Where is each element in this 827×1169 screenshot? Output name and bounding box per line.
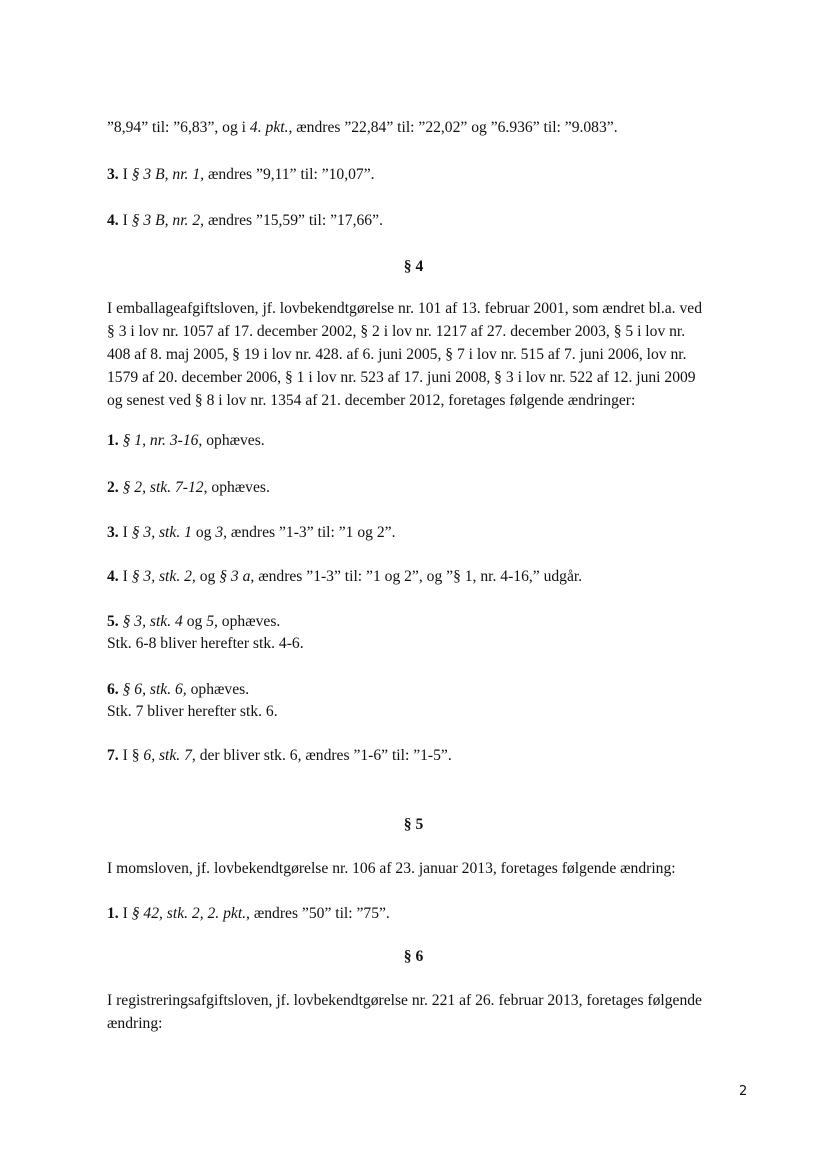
item-number: 2. (107, 479, 119, 496)
item-number: 1. (107, 905, 119, 922)
text: ændres ”50” til: ”75”. (249, 905, 390, 922)
section-4-item-3 (107, 522, 747, 544)
text: I (118, 905, 132, 922)
italic-ref: 3, (215, 524, 228, 541)
item-number: 1. (107, 432, 119, 449)
text: I § (118, 747, 144, 764)
text: ophæves. (186, 681, 250, 698)
section-4-intro-line-2: § 3 i lov nr. 1057 af 17. december 2002, § 2 i lov nr. 1217 af 27. december 2003, § 5 i lov nr. (107, 323, 686, 340)
text: I (118, 212, 132, 229)
item-number: 3. (107, 524, 119, 541)
text: ”8,94” til: ”6,83”, og i (107, 119, 250, 136)
section-4-item-6 (107, 679, 747, 701)
italic-ref: § 3 B, nr. 1, (131, 166, 205, 183)
text: og (195, 568, 220, 585)
italic-ref: § 6, stk. 6, (118, 681, 187, 698)
italic-ref: § 3 B, nr. 2, (131, 212, 205, 229)
section-heading-6: § 6 (403, 948, 424, 965)
text: , ophæves. (198, 432, 265, 449)
italic-ref: § 42, stk. 2, 2. pkt., (131, 905, 250, 922)
amendment-item-3 (107, 164, 747, 186)
section-4-intro-line-1: I emballageafgiftsloven, jf. lovbekendtgørelse nr. 101 af 13. februar 2001, som ændret bl.a. ved (107, 300, 702, 317)
italic-ref: § 3, stk. 4 (118, 613, 183, 630)
item-number: 4. (107, 212, 119, 229)
section-heading-4: § 4 (403, 258, 424, 275)
text: ændres ”1-3” til: ”1 og 2”. (227, 524, 396, 541)
item-number: 4. (107, 568, 119, 585)
section-4-intro-line-4: 1579 af 20. december 2006, § 1 i lov nr. 523 af 17. juni 2008, § 3 i lov nr. 522 af 12. juni 2009 (107, 369, 696, 386)
section-4-item-1 (107, 430, 747, 452)
italic-ref: 5, (206, 613, 218, 630)
section-5-item-1 (107, 903, 747, 925)
text: ophæves. (217, 613, 281, 630)
text: ændres ”9,11” til: ”10,07”. (204, 166, 375, 183)
section-4-item-5-note: Stk. 6-8 bliver herefter stk. 4-6. (107, 635, 304, 652)
italic-ref: § 3, stk. 2, (131, 568, 196, 585)
italic-ref: § 3 a, (219, 568, 255, 585)
section-4-item-6-note: Stk. 7 bliver herefter stk. 6. (107, 703, 278, 720)
section-4-intro-line-3: 408 af 8. maj 2005, § 19 i lov nr. 428. af 6. juni 2005, § 7 i lov nr. 515 af 7. juni 2006, lov nr. (107, 346, 687, 363)
section-4-item-2 (107, 477, 747, 499)
item-number: 6. (107, 681, 119, 698)
text: og (182, 613, 207, 630)
section-4-item-4 (107, 566, 747, 588)
text: og (191, 524, 216, 541)
section-5-intro: I momsloven, jf. lovbekendtgørelse nr. 106 af 23. januar 2013, foretages følgende ændring: (107, 860, 676, 877)
item-number: 3. (107, 166, 119, 183)
text: , ophæves. (203, 479, 270, 496)
italic-ref: § 3, stk. 1 (131, 524, 192, 541)
page-number: 2 (739, 1084, 748, 1099)
italic-ref: § 2, stk. 7-12 (118, 479, 204, 496)
section-4-item-5 (107, 611, 747, 633)
section-6-intro-line-2: ændring: (107, 1015, 163, 1032)
section-6-intro-line-1: I registreringsafgiftsloven, jf. lovbekendtgørelse nr. 221 af 26. februar 2013, foretages følgende (107, 992, 702, 1009)
text: I (118, 568, 132, 585)
item-number: 7. (107, 747, 119, 764)
text: , der bliver stk. 6, ændres ”1-6” til: ”1-5”. (191, 747, 452, 764)
section-4-item-7 (107, 745, 747, 767)
text: , ændres ”22,84” til: ”22,02” og ”6.936” til: ”9.083”. (288, 119, 618, 136)
italic-ref: 4. pkt. (249, 119, 289, 136)
text: I (118, 166, 132, 183)
text: ændres ”1-3” til: ”1 og 2”, og ”§ 1, nr. 4-16,” udgår. (254, 568, 583, 585)
text: I (118, 524, 132, 541)
section-4-intro-line-5: og senest ved § 8 i lov nr. 1354 af 21. december 2012, foretages følgende ændringer: (107, 392, 636, 409)
section-heading-5: § 5 (403, 816, 424, 833)
text: ændres ”15,59” til: ”17,66”. (204, 212, 383, 229)
amendment-continuation (107, 117, 747, 139)
italic-ref: § 1, nr. 3-16 (118, 432, 199, 449)
amendment-item-4 (107, 210, 747, 232)
italic-ref: 6, stk. 7 (143, 747, 192, 764)
item-number: 5. (107, 613, 119, 630)
